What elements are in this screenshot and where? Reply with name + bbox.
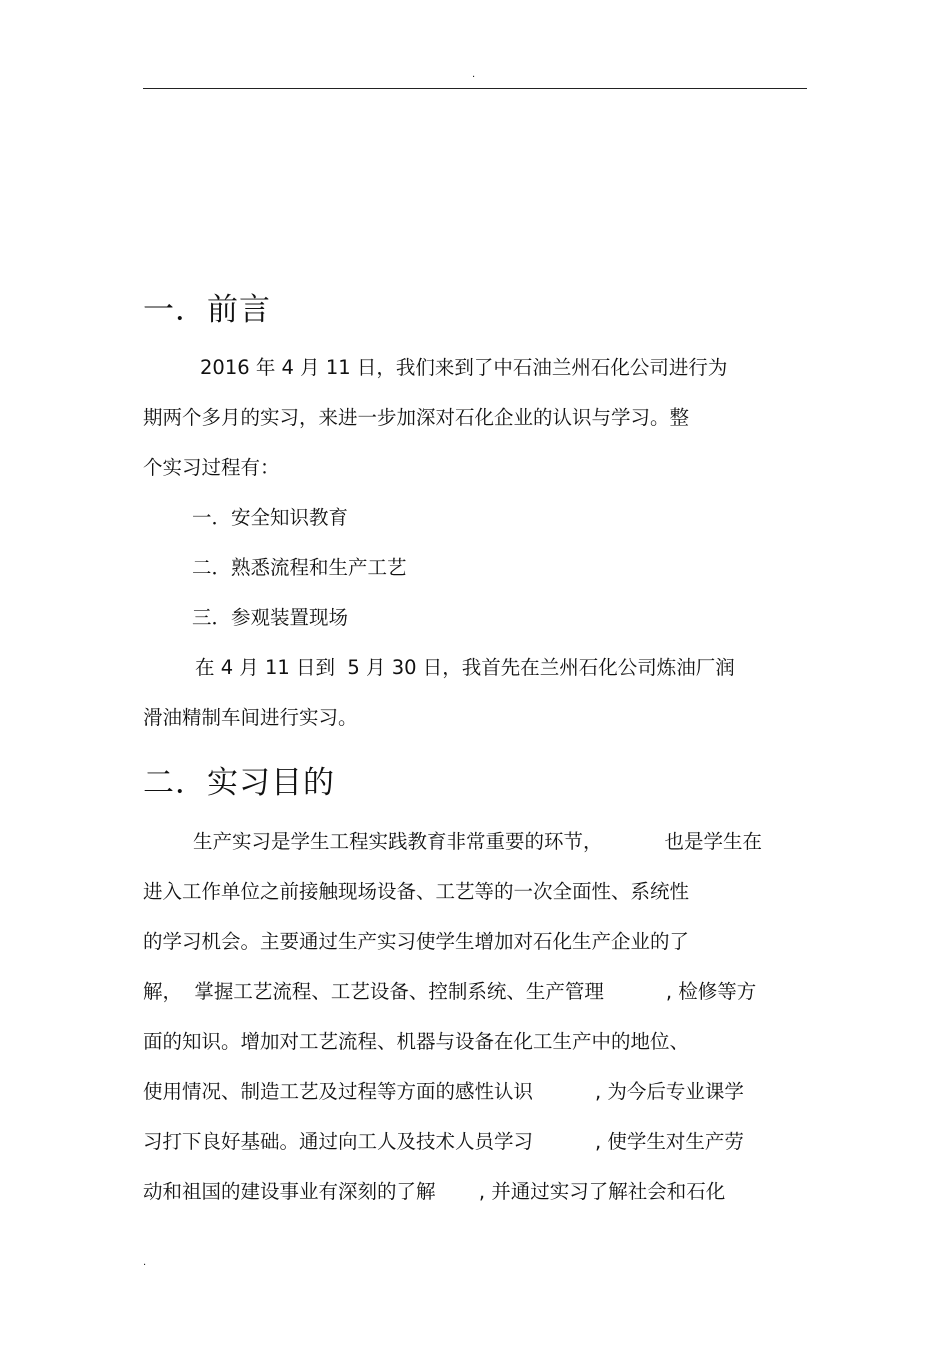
list-item: 三．参观装置现场 <box>192 606 349 629</box>
paragraph-line: 期两个多月的实习，来进一步加深对石化企业的认识与学习。整 <box>143 406 690 429</box>
paragraph-line: 进入工作单位之前接触现场设备、工艺等的一次全面性、系统性 <box>143 880 690 903</box>
section-heading-purpose: 二．实习目的 <box>143 765 335 801</box>
paragraph-line: 滑油精制车间进行实习。 <box>143 706 358 729</box>
paragraph-line: 个实习过程有： <box>143 456 280 479</box>
paragraph-line: 动和祖国的建设事业有深刻的了解 , 并通过实习了解社会和石化 <box>143 1180 726 1203</box>
paragraph-line: 使用情况、制造工艺及过程等方面的感性认识 , 为今后专业课学 <box>143 1080 744 1103</box>
list-item: 二．熟悉流程和生产工艺 <box>192 556 407 579</box>
paragraph-line: 面的知识。增加对工艺流程、机器与设备在化工生产中的地位、 <box>143 1030 690 1053</box>
footer-mark: . <box>143 1257 147 1268</box>
paragraph-line: 习打下良好基础。通过向工人及技术人员学习 , 使学生对生产劳 <box>143 1130 744 1153</box>
list-item: 一．安全知识教育 <box>192 506 349 529</box>
section-heading-preface: 一．前言 <box>143 292 271 328</box>
paragraph-line: 解， 掌握工艺流程、工艺设备、控制系统、生产管理 , 检修等方 <box>143 980 757 1003</box>
paragraph-line: 的学习机会。主要通过生产实习使学生增加对石化生产企业的了 <box>143 930 690 953</box>
header-mark: . <box>472 69 476 80</box>
paragraph-line: 2016 年 4 月 11 日，我们来到了中石油兰州石化公司进行为 <box>200 356 728 379</box>
header-rule <box>143 88 807 89</box>
paragraph-line: 在 4 月 11 日到 5 月 30 日，我首先在兰州石化公司炼油厂润 <box>195 656 735 679</box>
paragraph-line: 生产实习是学生工程实践教育非常重要的环节， 也是学生在 <box>193 830 762 853</box>
